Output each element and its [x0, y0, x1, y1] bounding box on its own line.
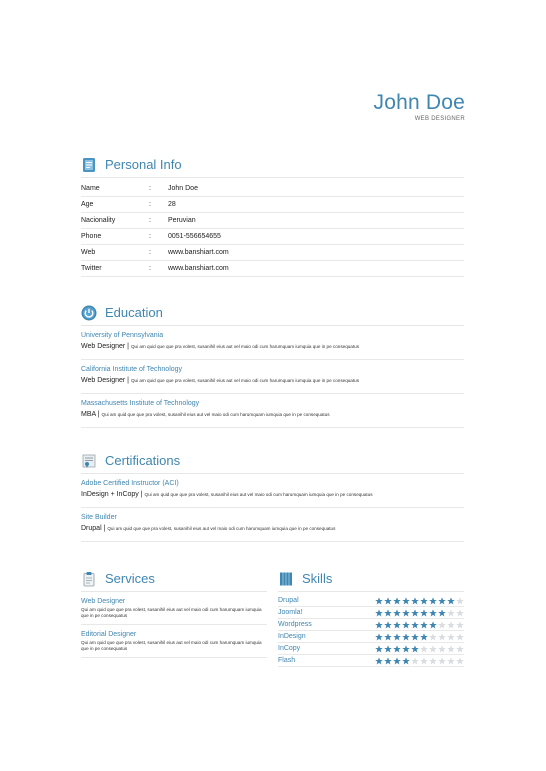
separator: | — [138, 491, 145, 498]
star-empty-icon — [438, 657, 446, 665]
list-item — [81, 508, 464, 542]
info-key: Age — [81, 201, 94, 208]
star-empty-icon — [420, 645, 428, 653]
separator: | — [125, 377, 131, 384]
star-filled-icon — [420, 609, 428, 617]
star-empty-icon — [429, 657, 437, 665]
skill-name: InCopy — [278, 645, 301, 652]
skill-name: InDesign — [278, 633, 306, 640]
star-empty-icon — [411, 657, 419, 665]
info-key: Nacionality — [81, 217, 116, 224]
entry-description: Qui am quid que que pra volest, susanihil eius aut vel maio odi cum harumquam iumquia que in pe consequatus — [101, 412, 330, 417]
entry-line — [81, 489, 464, 501]
separator: | — [101, 525, 108, 532]
entry-line — [81, 375, 464, 387]
skill-row — [278, 607, 464, 619]
section-title: Education — [105, 305, 163, 320]
skills-section — [278, 566, 464, 667]
clipboard-icon — [81, 571, 97, 587]
resume-header — [374, 92, 466, 122]
info-value: 28 — [168, 201, 176, 208]
services-section — [81, 566, 267, 658]
skill-row — [278, 619, 464, 631]
service-title: Web Designer — [81, 598, 126, 605]
star-empty-icon — [447, 621, 455, 629]
star-empty-icon — [456, 621, 464, 629]
star-empty-icon — [429, 645, 437, 653]
entry-line — [81, 341, 464, 353]
star-filled-icon — [429, 609, 437, 617]
info-value: www.banshiart.com — [168, 249, 229, 256]
entry-description: Qui am quid que que pra volest, susanihil eius aut vel maio odi cum harumquam iumquia que in pe consequatus — [107, 526, 336, 531]
star-empty-icon — [447, 609, 455, 617]
info-value: Peruvian — [168, 217, 196, 224]
certifications-section — [81, 448, 464, 542]
skill-rating — [374, 645, 464, 653]
skill-row — [278, 595, 464, 607]
star-empty-icon — [429, 633, 437, 641]
star-empty-icon — [447, 657, 455, 665]
skill-rating — [374, 621, 464, 629]
star-filled-icon — [384, 645, 392, 653]
info-row — [81, 213, 464, 229]
skill-rating — [374, 597, 464, 605]
star-filled-icon — [393, 657, 401, 665]
info-colon: : — [149, 233, 151, 240]
entry-description: Qui am quid que que pra volest, susanihil eius aut vel maio odi cum harumquam iumquia que in pe consequatus — [130, 378, 359, 383]
star-filled-icon — [393, 609, 401, 617]
star-filled-icon — [420, 621, 428, 629]
personal-info-section — [81, 152, 464, 277]
skill-rating — [374, 633, 464, 641]
entry-description: Qui am quid que que pra volest, susanihil eius aut vel maio odi cum harumquam iumquia que in pe consequatus — [144, 492, 373, 497]
skill-name: Flash — [278, 657, 296, 664]
list-item — [81, 326, 464, 360]
skill-row — [278, 631, 464, 643]
books-icon — [278, 571, 294, 587]
star-empty-icon — [420, 657, 428, 665]
entry-title: Web Designer — [81, 377, 126, 384]
star-filled-icon — [393, 633, 401, 641]
entry-institution: Adobe Certified Instructor (ACI) — [81, 480, 179, 487]
star-filled-icon — [384, 597, 392, 605]
star-empty-icon — [456, 633, 464, 641]
star-empty-icon — [456, 609, 464, 617]
skill-row — [278, 655, 464, 667]
service-description: Qui am quid que que pra volest, susanihil eius aut vel maio odi cum harumquam iumquia que in pe consequatus — [81, 607, 262, 618]
info-row — [81, 197, 464, 213]
entry-title: MBA — [81, 411, 96, 418]
info-colon: : — [149, 185, 151, 192]
info-key: Web — [81, 249, 96, 256]
star-filled-icon — [384, 633, 392, 641]
education-list — [81, 326, 464, 428]
skill-name: Wordpress — [278, 621, 312, 628]
personal-info-table — [81, 181, 464, 277]
star-filled-icon — [420, 597, 428, 605]
list-item — [81, 360, 464, 394]
info-row — [81, 181, 464, 197]
star-filled-icon — [375, 645, 383, 653]
entry-title: Drupal — [81, 525, 102, 532]
star-filled-icon — [375, 657, 383, 665]
info-colon: : — [149, 217, 151, 224]
service-item — [81, 625, 267, 658]
star-filled-icon — [402, 609, 410, 617]
entry-line — [81, 523, 464, 535]
section-title: Certifications — [105, 453, 181, 468]
entry-institution: Site Builder — [81, 514, 117, 521]
certifications-list — [81, 474, 464, 542]
star-empty-icon — [456, 645, 464, 653]
service-title: Editorial Designer — [81, 631, 137, 638]
certificate-icon — [81, 453, 97, 469]
star-empty-icon — [438, 645, 446, 653]
star-filled-icon — [429, 621, 437, 629]
star-filled-icon — [411, 621, 419, 629]
info-colon: : — [149, 249, 151, 256]
star-filled-icon — [420, 633, 428, 641]
info-key: Phone — [81, 233, 102, 240]
skills-list — [278, 595, 464, 667]
section-title: Services — [105, 571, 155, 586]
star-filled-icon — [393, 597, 401, 605]
star-empty-icon — [456, 597, 464, 605]
star-filled-icon — [402, 657, 410, 665]
info-row — [81, 261, 464, 277]
education-heading — [81, 300, 464, 326]
entry-title: Web Designer — [81, 343, 126, 350]
star-empty-icon — [447, 633, 455, 641]
services-list — [81, 592, 267, 658]
star-filled-icon — [411, 645, 419, 653]
star-filled-icon — [384, 621, 392, 629]
info-colon: : — [149, 265, 151, 272]
info-colon: : — [149, 201, 151, 208]
star-empty-icon — [438, 633, 446, 641]
skill-row — [278, 643, 464, 655]
skill-name: Joomla! — [278, 609, 303, 616]
star-filled-icon — [438, 597, 446, 605]
star-filled-icon — [438, 609, 446, 617]
star-filled-icon — [375, 609, 383, 617]
info-value: www.banshiart.com — [168, 265, 229, 272]
star-filled-icon — [393, 621, 401, 629]
power-icon — [81, 305, 97, 321]
person-name: John Doe — [373, 91, 465, 114]
personal-info-heading — [81, 152, 464, 178]
star-filled-icon — [384, 657, 392, 665]
info-value: John Doe — [168, 185, 198, 192]
entry-institution: California Institute of Technology — [81, 366, 183, 373]
star-empty-icon — [438, 621, 446, 629]
info-value: 0051-556654655 — [168, 233, 221, 240]
skills-heading — [278, 566, 464, 592]
section-title: Skills — [302, 571, 333, 586]
entry-description: Qui am quid que que pra volest, susanihil eius aut vel maio odi cum harumquam iumquia que in pe consequatus — [130, 344, 359, 349]
skill-rating — [374, 657, 464, 665]
separator: | — [95, 411, 102, 418]
info-row — [81, 245, 464, 261]
star-filled-icon — [402, 621, 410, 629]
services-heading — [81, 566, 267, 592]
skill-rating — [374, 609, 464, 617]
list-item — [81, 394, 464, 428]
star-filled-icon — [393, 645, 401, 653]
info-row — [81, 229, 464, 245]
star-filled-icon — [429, 597, 437, 605]
star-filled-icon — [375, 597, 383, 605]
notebook-icon — [81, 157, 97, 173]
star-filled-icon — [402, 645, 410, 653]
star-filled-icon — [402, 597, 410, 605]
list-item — [81, 474, 464, 508]
info-key: Name — [81, 185, 100, 192]
certifications-heading — [81, 448, 464, 474]
star-filled-icon — [447, 597, 455, 605]
skill-name: Drupal — [278, 597, 299, 604]
star-filled-icon — [375, 633, 383, 641]
entry-institution: Massachusetts Institute of Technology — [81, 400, 200, 407]
entry-line — [81, 409, 464, 421]
star-empty-icon — [447, 645, 455, 653]
star-filled-icon — [384, 609, 392, 617]
section-title: Personal Info — [105, 157, 182, 172]
entry-title: InDesign + InCopy — [81, 491, 139, 498]
star-filled-icon — [411, 633, 419, 641]
star-filled-icon — [375, 621, 383, 629]
star-empty-icon — [456, 657, 464, 665]
service-description: Qui am quid que que pra volest, susanihil eius aut vel maio odi cum harumquam iumquia que in pe consequatus — [81, 640, 262, 651]
entry-institution: University of Pennsylvania — [81, 332, 164, 339]
star-filled-icon — [411, 597, 419, 605]
separator: | — [125, 343, 131, 350]
star-filled-icon — [402, 633, 410, 641]
person-role: WEB DESIGNER — [414, 116, 465, 122]
education-section — [81, 300, 464, 428]
info-key: Twitter — [81, 265, 102, 272]
service-item — [81, 592, 267, 625]
star-filled-icon — [411, 609, 419, 617]
